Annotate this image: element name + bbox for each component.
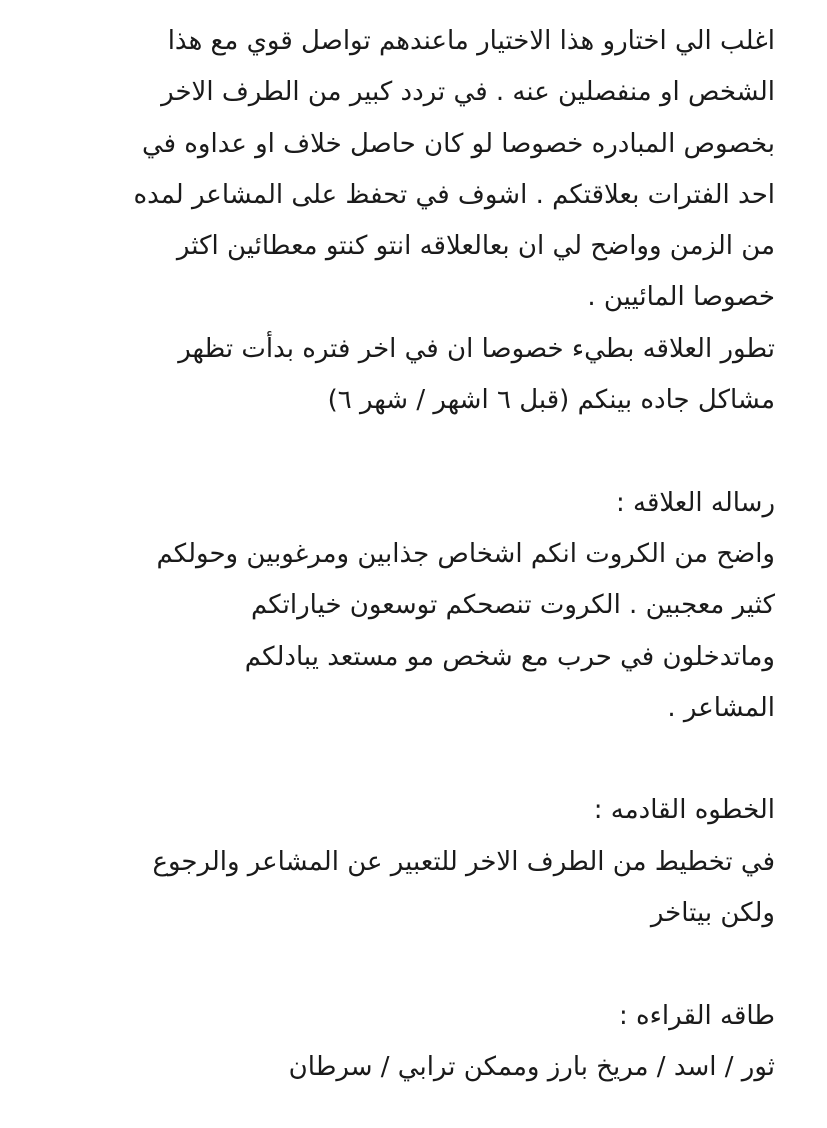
text-line: واضح من الكروت انكم اشخاص جذابين ومرغوبين وحولكم <box>156 538 775 569</box>
text-line: ولكن بيتاخر <box>650 898 775 929</box>
blank-line <box>40 734 775 785</box>
text-line: مشاكل جاده بينكم (قبل ٦ اشهر / شهر ٦) <box>327 385 775 416</box>
section-heading-relationship-message: رساله العلاقه : <box>616 487 775 518</box>
text-line: كثير معجبين . الكروت تنصحكم توسعون خياراتكم <box>251 590 775 621</box>
blank-line <box>40 939 775 990</box>
text-line: خصوصا المائيين . <box>587 282 775 313</box>
text-line: الشخص او منفصلين عنه . في تردد كبير من الطرف الاخر <box>161 77 775 108</box>
section-heading-reading-energy: طاقه القراءه : <box>619 1000 775 1031</box>
text-line: من الزمن وواضح لي ان بعالعلاقه انتو كنتو معطائين اكثر <box>176 231 775 262</box>
text-line: احد الفترات بعلاقتكم . اشوف في تحفظ على المشاعر لمده <box>133 179 775 210</box>
blank-line <box>40 426 775 477</box>
section-heading-next-step: الخطوه القادمه : <box>593 795 775 826</box>
text-line: المشاعر . <box>667 692 775 723</box>
text-line: تطور العلاقه بطيء خصوصا ان في اخر فتره بدأت تظهر <box>178 333 775 364</box>
text-line: وماتدخلون في حرب مع شخص مو مستعد يبادلكم <box>244 641 775 672</box>
text-line: ثور / اسد / مريخ بارز وممكن ترابي / سرطان <box>288 1051 775 1082</box>
text-line: في تخطيط من الطرف الاخر للتعبير عن المشاعر والرجوع <box>152 846 775 877</box>
text-line: بخصوص المبادره خصوصا لو كان حاصل خلاف او عداوه في <box>141 128 775 159</box>
text-line: اغلب الي اختارو هذا الاختيار ماعندهم تواصل قوي مع هذا <box>167 26 775 56</box>
